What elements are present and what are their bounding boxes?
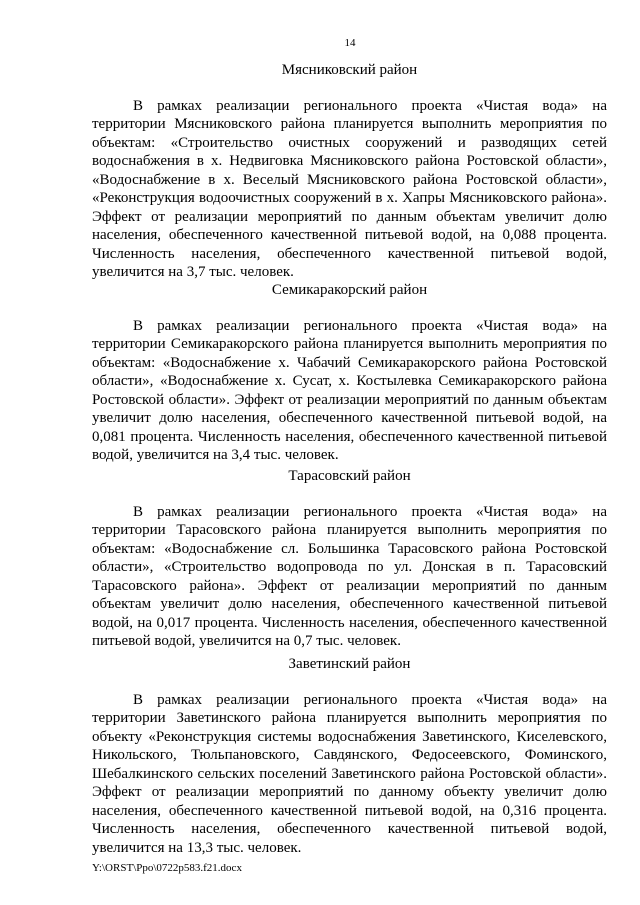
section-heading: Заветинский район [288,656,411,672]
section-semikarakorsky [92,281,607,465]
section-zavetinsky [92,655,607,857]
section-heading: Тарасовский район [288,468,411,484]
section-heading: Семикаракорский район [271,282,428,298]
section-myasnikovsky [92,61,607,282]
footer-file-path: Y:\ORST\Ppo\0722p583.f21.docx [92,862,242,874]
section-tarasovsky [92,467,607,651]
section-paragraph: В рамках реализации регионального проекта «Чистая вода» на территории Тарасовского района планируется выполнить мероприятия по объектам: «Водоснабжение сл. Большинка Тарасовского района Ростовской области», «Строительство водопровода по ул. Донская в п. Тарасовский Тарасовского района». Эффект от реализации мероприятий по данным объектам увеличит долю населения, обеспеченного качественной питьевой водой, на 0,017 процента. Численность населения, обеспеченного качественной питьевой водой, увеличится на 0,7 тыс. человек. [92,503,607,649]
section-paragraph: В рамках реализации регионального проекта «Чистая вода» на территории Семикаракорского района планируется выполнить мероприятия по объектам: «Водоснабжение х. Чабачий Семикаракорского района Ростовской области», «Водоснабжение х. Сусат, х. Костылевка Семикаракорского района Ростовской области». Эффект от реализации мероприятий по данным объектам увеличит долю населения, обеспеченного качественной питьевой водой, на 0,081 процента. Численность населения, обеспеченного качественной питьевой водой, увеличится на 3,4 тыс. человек. [92,317,607,463]
page-number: 14 [344,37,356,49]
section-paragraph: В рамках реализации регионального проекта «Чистая вода» на территории Заветинского района планируется выполнить мероприятия по объекту «Реконструкция системы водоснабжения Заветинского, Киселевского, Никольского, Тюльпановского, Савдянского, Федосеевского, Фоминского, Шебалкинского сельских поселений Заветинского района Ростовской области». Эффект от реализации мероприятий по данному объекту увеличит долю населения, обеспеченного качественной питьевой водой, на 0,316 процента. Численность населения, обеспеченного качественной питьевой водой, увеличится на 13,3 тыс. человек. [92,691,607,856]
section-paragraph: В рамках реализации регионального проекта «Чистая вода» на территории Мясниковского района планируется выполнить мероприятия по объектам: «Строительство очистных сооружений и разводящих сетей водоснабжения в х. Недвиговка Мясниковского района Ростовской области», «Водоснабжение в х. Веселый Мясниковского района Ростовской области», «Реконструкция водоочистных сооружений в х. Хапры Мясниковского района». Эффект от реализации мероприятий по данным объектам увеличит долю населения, обеспеченного качественной питьевой водой, на 0,088 процента. Численность населения, обеспеченного качественной питьевой водой, увеличится на 3,7 тыс. человек. [92,97,607,280]
section-heading: Мясниковский район [281,62,418,78]
